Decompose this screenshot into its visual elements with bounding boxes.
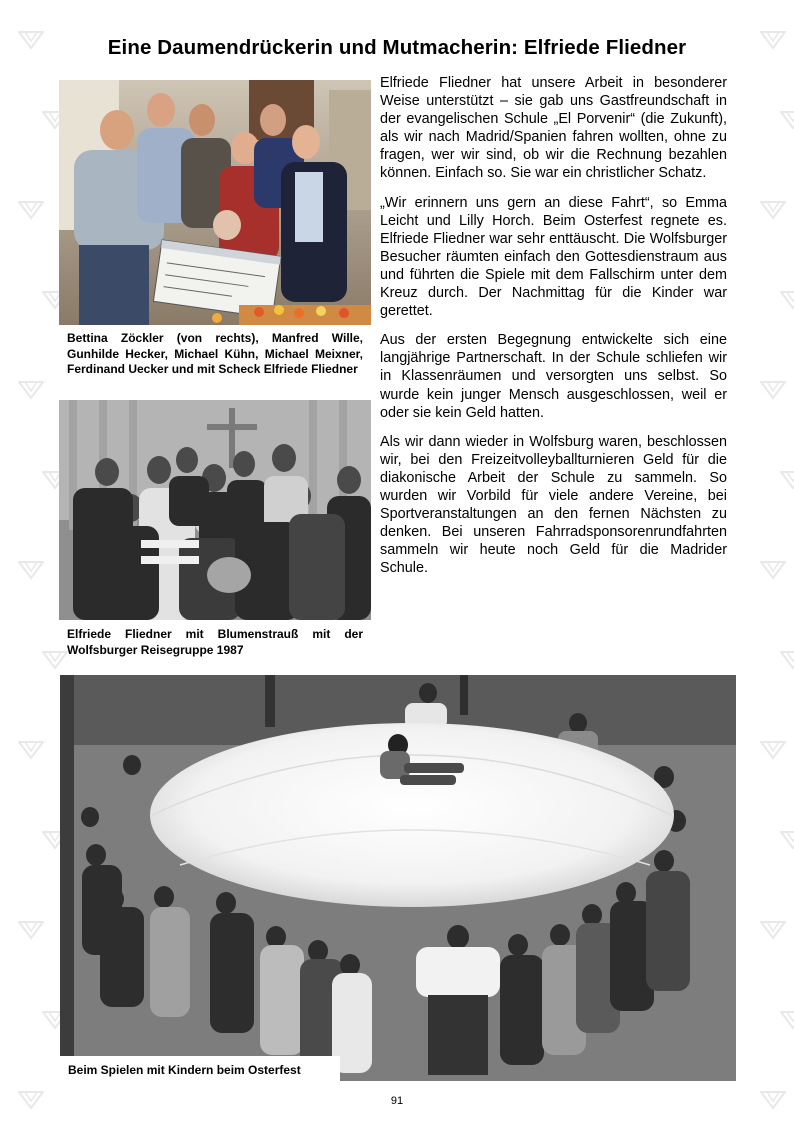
watermark-logo-icon [780, 830, 794, 850]
article-paragraph-3: Aus der ersten Begegnung entwickelte sich eine langjährige Partnerschaft. In der Schule schliefen wir in Klassenräumen und versorgten uns selbst. So wurde kein junger Mensch ausgeschlossen, weil er oder sie kein Geld hatten. [380, 332, 727, 421]
article-paragraph-1: Elfriede Fliedner hat unsere Arbeit in besonderer Weise unterstützt – sie gab uns Gastfreundschaft in der evangelischen Schule „El Porvenir“ (die Zukunft), als wir nach Madrid/Spanien fahren wollten, ohne zu fragen, wer wir sind, ob wir die Rechnung bezahlen können. Einfach so. Sie war ein christlicher Schatz. [380, 75, 727, 182]
watermark-logo-icon [18, 560, 44, 580]
photo-travel-group-image [59, 400, 371, 620]
photo-cheque-image [59, 80, 371, 325]
watermark-logo-icon [18, 740, 44, 760]
watermark-logo-icon [760, 740, 786, 760]
watermark-logo-icon [18, 200, 44, 220]
article-paragraph-4: Als wir dann wieder in Wolfsburg waren, beschlossen wir, bei den Freizeitvolleyballturnieren Geld für die diakonische Arbeit der Schule zu sammeln. So wurden wir Vorbild für viele andere Vereine, bei Sportveranstaltungen an den fernen Nächsten zu denken. Bei unseren Fahrradsponsorenrundfahrten sammeln wir heute noch Geld für die Madrider Schule. [380, 433, 727, 577]
photo-cheque-caption: Bettina Zöckler (von rechts), Manfred Wille, Gunhilde Hecker, Michael Kühn, Michael Meixner, Ferdinand Uecker und mit Scheck Elfriede Fliedner [67, 331, 363, 376]
watermark-logo-icon [760, 200, 786, 220]
photo-cheque-handover [59, 80, 371, 325]
watermark-logo-icon [18, 380, 44, 400]
watermark-logo-icon [760, 560, 786, 580]
page-number: 91 [390, 1095, 404, 1107]
page-title: Eine Daumendrückerin und Mutmacherin: Elfriede Fliedner [107, 36, 687, 59]
photo-travel-group-caption: Elfriede Fliedner mit Blumenstrauß mit der Wolfsburger Reisegruppe 1987 [67, 627, 363, 657]
photo-parachute-game [60, 675, 736, 1081]
watermark-logo-icon [760, 380, 786, 400]
photo-parachute-image [60, 675, 736, 1081]
photo-travel-group [59, 400, 371, 620]
watermark-logo-icon [18, 920, 44, 940]
article-body [380, 74, 727, 588]
article-paragraph-2: „Wir erinnern uns gern an diese Fahrt“, so Emma Leicht und Lilly Horch. Beim Osterfest regnete es. Elfriede Fliedner war sehr enttäuscht. Die Wolfsburger Besucher räumten einfach den Gottesdienstraum aus und führten die Spiele mit dem Fallschirm unter dem Kreuz durch. Der Nachmittag für die Kinder war gerettet. [380, 194, 727, 320]
watermark-logo-icon [780, 650, 794, 670]
watermark-logo-icon [760, 920, 786, 940]
watermark-logo-icon [780, 110, 794, 130]
watermark-logo-icon [780, 470, 794, 490]
photo-parachute-caption: Beim Spielen mit Kindern beim Osterfest [60, 1056, 340, 1081]
watermark-logo-icon [780, 1010, 794, 1030]
watermark-logo-icon [780, 290, 794, 310]
